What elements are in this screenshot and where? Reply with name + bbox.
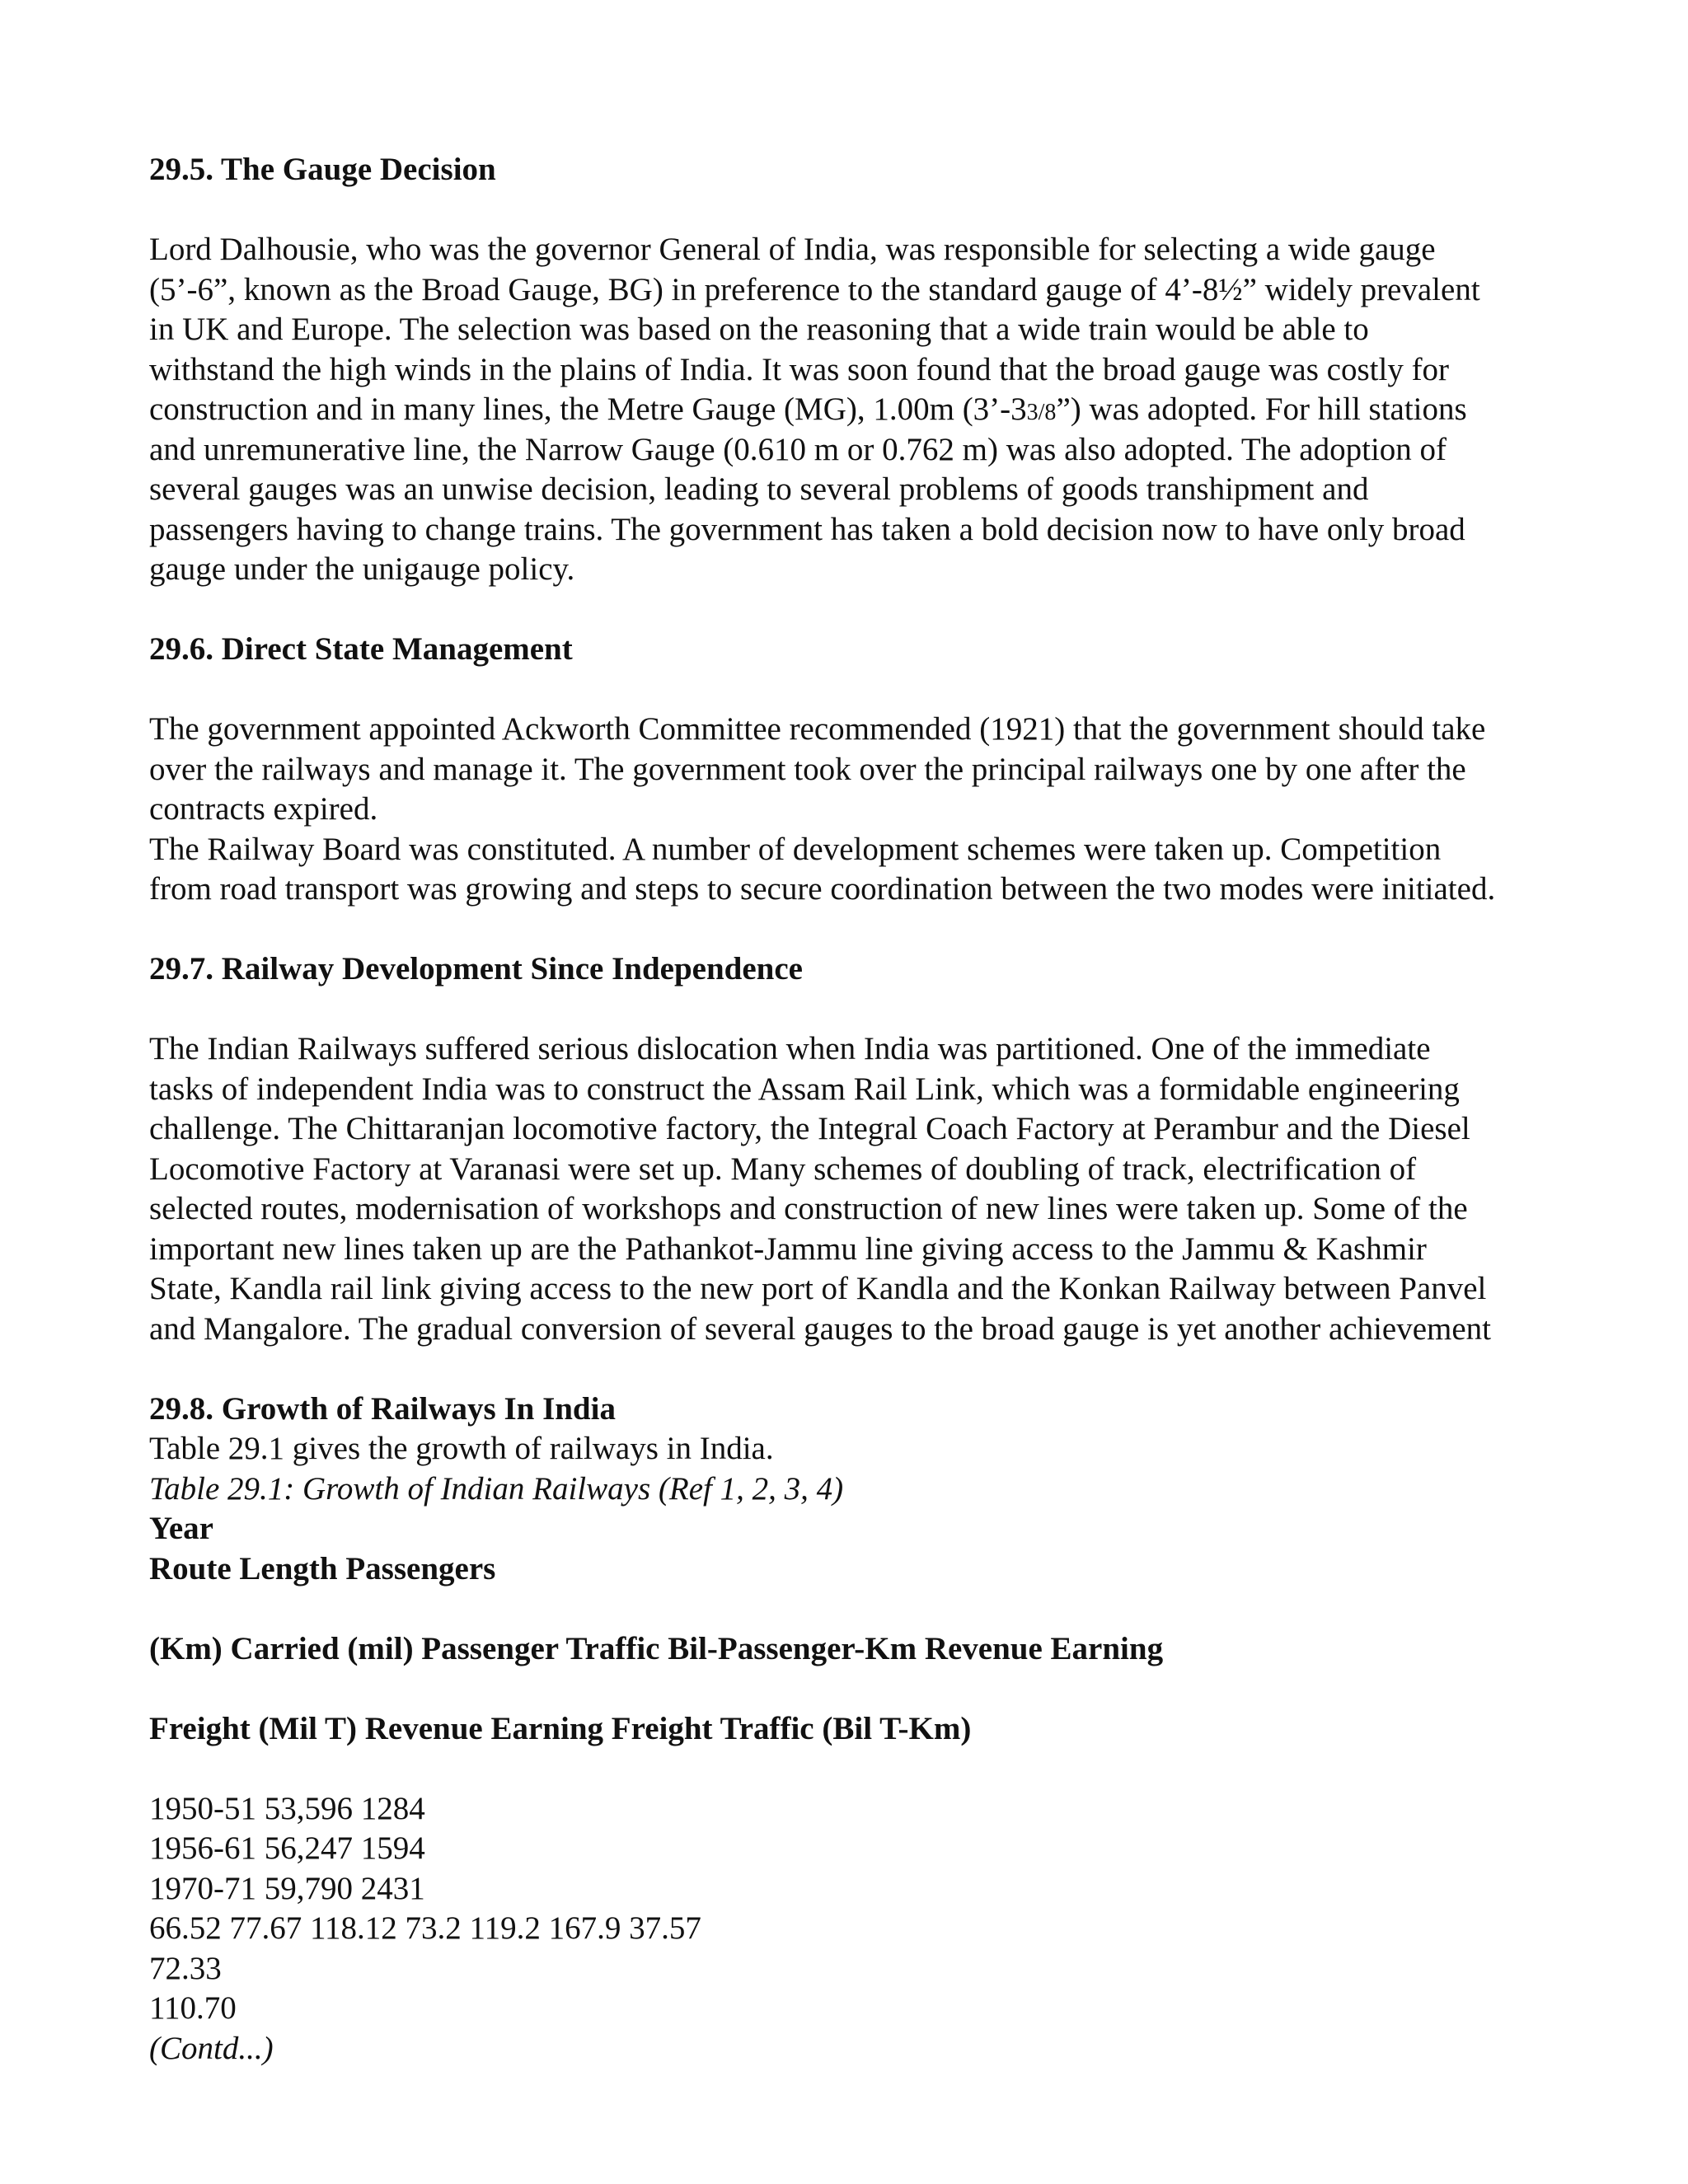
text-line: Locomotive Factory at Varanasi were set up. Many schemes of doubling of track, electrification of — [149, 1151, 1417, 1187]
text-line: contracts expired. — [149, 791, 378, 827]
text-line: over the railways and manage it. The government took over the principal railways one by one after the — [149, 751, 1466, 787]
paragraph-gap — [149, 1589, 1567, 1629]
text-line: The government appointed Ackworth Committee recommended (1921) that the government should take — [149, 711, 1486, 747]
paragraph-gap — [149, 670, 1567, 710]
table-row: 1956-61 56,247 1594 — [149, 1830, 425, 1866]
text-line: challenge. The Chittaranjan locomotive factory, the Integral Coach Factory at Perambur and the Diesel — [149, 1111, 1470, 1146]
table-header-line: Route Length Passengers — [149, 1550, 496, 1586]
table-row: 1950-51 53,596 1284 — [149, 1790, 425, 1826]
table-caption: Table 29.1: Growth of Indian Railways (Ref 1, 2, 3, 4) — [149, 1470, 844, 1507]
table-row: 1970-71 59,790 2431 — [149, 1870, 425, 1906]
paragraph-gap — [149, 190, 1567, 231]
text-line: Lord Dalhousie, who was the governor General of India, was responsible for selecting a wide gauge — [149, 232, 1436, 267]
text-line: gauge under the unigauge policy. — [149, 551, 575, 587]
continued-note: (Contd...) — [149, 2030, 274, 2066]
table-data-rows — [149, 1789, 1567, 2029]
paragraph-gap — [149, 990, 1567, 1030]
paragraph-gap — [149, 590, 1567, 630]
table-header-line: (Km) Carried (mil) Passenger Traffic Bil-Passenger-Km Revenue Earning — [149, 1630, 1164, 1666]
text-line: several gauges was an unwise decision, leading to several problems of goods transhipment and — [149, 471, 1369, 507]
table-row: 72.33 — [149, 1950, 222, 1986]
text-line: The Indian Railways suffered serious dislocation when India was partitioned. One of the immediate — [149, 1031, 1431, 1066]
paragraph-gap — [149, 1669, 1567, 1709]
paragraph-railway-development — [149, 1029, 1567, 1349]
text-line: withstand the high winds in the plains of India. It was soon found that the broad gauge was costly for — [149, 351, 1450, 387]
text-line — [149, 390, 1567, 430]
text-fragment: ”) was adopted. For hill stations — [1056, 391, 1467, 427]
text-line: State, Kandla rail link giving access to the new port of Kandla and the Konkan Railway between Panvel — [149, 1271, 1487, 1306]
table-header-year: Year — [149, 1511, 213, 1546]
paragraph-gap — [149, 1749, 1567, 1789]
text-line: important new lines taken up are the Pathankot-Jammu line giving access to the Jammu & Kashmir — [149, 1230, 1427, 1267]
paragraph-gap — [149, 1349, 1567, 1390]
text-line: in UK and Europe. The selection was based on the reasoning that a wide train would be able to — [149, 312, 1369, 347]
text-line: passengers having to change trains. The government has taken a bold decision now to have only broad — [149, 511, 1465, 547]
text-line: from road transport was growing and steps to secure coordination between the two modes were initiated. — [149, 871, 1496, 907]
section-heading-growth-of-railways: 29.8. Growth of Railways In India — [149, 1390, 616, 1427]
paragraph-gauge-decision — [149, 230, 1567, 590]
text-line: (5’-6”, known as the Broad Gauge, BG) in preference to the standard gauge of 4’-8½” widely prevalent — [149, 271, 1480, 307]
text-fragment: construction and in many lines, the Metre Gauge (MG), 1.00m (3’-3 — [149, 391, 1027, 427]
text-line: and Mangalore. The gradual conversion of several gauges to the broad gauge is yet another achievement — [149, 1310, 1492, 1347]
document-page — [149, 150, 1567, 2069]
growth-intro-text: Table 29.1 gives the growth of railways in India. — [149, 1431, 774, 1466]
text-line: The Railway Board was constituted. A number of development schemes were taken up. Competition — [149, 831, 1442, 867]
text-line: selected routes, modernisation of workshops and construction of new lines were taken up. Some of the — [149, 1191, 1468, 1226]
section-heading-direct-state-management: 29.6. Direct State Management — [149, 631, 573, 667]
text-line: and unremunerative line, the Narrow Gauge (0.610 m or 0.762 m) was also adopted. The adoption of — [149, 431, 1447, 467]
fraction-text: 3/8 — [1026, 400, 1057, 425]
table-header-line: Freight (Mil T) Revenue Earning Freight Traffic (Bil T-Km) — [149, 1710, 972, 1746]
paragraph-gap — [149, 910, 1567, 950]
paragraph-direct-state-management — [149, 710, 1567, 910]
table-row: 66.52 77.67 118.12 73.2 119.2 167.9 37.57 — [149, 1910, 701, 1946]
table-row: 110.70 — [149, 1990, 237, 2026]
section-heading-gauge-decision: 29.5. The Gauge Decision — [149, 152, 496, 187]
text-line: tasks of independent India was to construct the Assam Rail Link, which was a formidable engineering — [149, 1071, 1460, 1107]
section-heading-railway-development: 29.7. Railway Development Since Independence — [149, 951, 803, 987]
